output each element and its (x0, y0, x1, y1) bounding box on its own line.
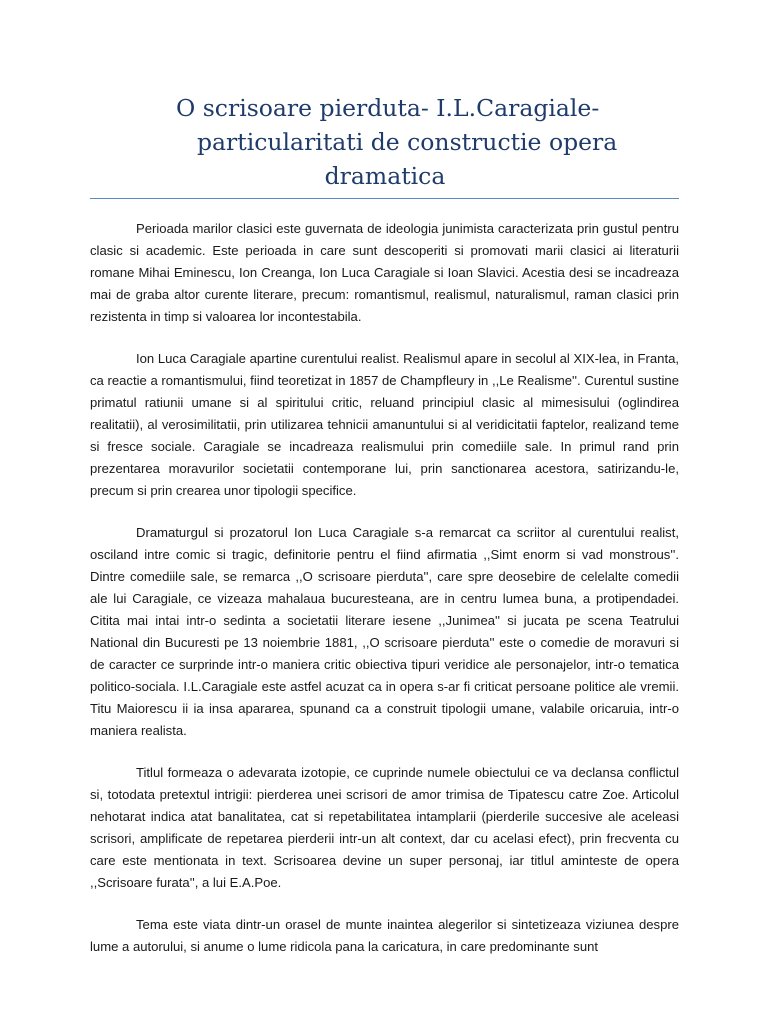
title-line-3: dramatica (324, 162, 446, 190)
title-line-2: particularitati de constructie opera (197, 128, 618, 156)
paragraph-1: Perioada marilor clasici este guvernata de ideologia junimista caracterizata prin gustul pentru clasic si academic. Este perioada in care sunt descoperiti si promovati marii clasici ai literaturii romane Mihai Eminescu, Ion Creanga, Ion Luca Caragiale si Ioan Slavici. Acestia desi se incadreaza mai de graba altor curente literare, precum: romantismul, realismul, naturalismul, raman clasici prin rezistenta in timp si valoarea lor incontestabila. (90, 221, 679, 324)
paragraph-4: Titlul formeaza o adevarata izotopie, ce cuprinde numele obiectului ce va declansa conflictul si, totodata pretextul intrigii: pierderea unei scrisori de amor trimisa de Tipatescu catre Zoe. Articolul nehotarat indica atat banalitatea, cat si repetabilitatea intamplarii (pierderile succesive ale aceleasi scrisori, amplificate de repetarea pierderii intr-un alt context, dar cu acelasi efect), prin frecventa cu care este mentionata in text. Scrisoarea devine un super personaj, iar titlul aminteste de opera ,,Scrisoare furata'', a lui E.A.Poe. (90, 765, 679, 890)
paragraph-5: Tema este viata dintr-un orasel de munte inaintea alegerilor si sintetizeaza viziunea despre lume a autorului, si anume o lume ridicola pana la caricatura, in care predominante sunt (90, 917, 679, 954)
title-divider (90, 198, 679, 199)
paragraph-2: Ion Luca Caragiale apartine curentului realist. Realismul apare in secolul al XIX-lea, in Franta, ca reactie a romantismului, fiind teoretizat in 1857 de Champfleury in ,,Le Realisme''. Curentul sustine primatul ratiunii umane si al spiritului critic, reluand principiul clasic al mimesisului (oglindirea realitatii), al verosimilitatii, prin utilizarea tehnicii amanuntului si al veridicitatii faptelor, realizand teme si fresce sociale. Caragiale se incadreaza realismului prin comediile sale. In primul rand prin prezentarea moravurilor societatii contemporane lui, prin sanctionarea acestora, satirizandu-le, precum si prin crearea unor tipologii specifice. (90, 351, 679, 498)
title-line-1: O scrisoare pierduta- I.L.Caragiale- (176, 94, 600, 122)
paragraph-3: Dramaturgul si prozatorul Ion Luca Caragiale s-a remarcat ca scriitor al curentului realist, osciland intre comic si tragic, definitorie pentru el fiind afirmatia ,,Simt enorm si vad monstrous''. Dintre comediile sale, se remarca ,,O scrisoare pierduta'', care spre deosebire de celelalte comedii ale lui Caragiale, ce vizeaza mahalaua bucuresteana, are in centru lumea buna, a protipendadei. Citita mai intai intr-o sedinta a societatii literare iesene ,,Junimea'' si jucata pe scena Teatrului National din Bucuresti pe 13 noiembrie 1881, ,,O scrisoare pierduta'' este o comedie de moravuri si de caracter ce surprinde intr-o maniera critic obiectiva tipuri veridice ale personajelor, intr-o tematica politico-sociala. I.L.Caragiale este astfel acuzat ca in opera s-ar fi criticat persoane politice ale vremii. Titu Maiorescu ii ia insa apararea, spunand ca a construit tipologii umane, valabile oricaruia, intr-o maniera realista. (90, 525, 679, 738)
document-title (90, 91, 680, 193)
document-body (90, 218, 679, 978)
